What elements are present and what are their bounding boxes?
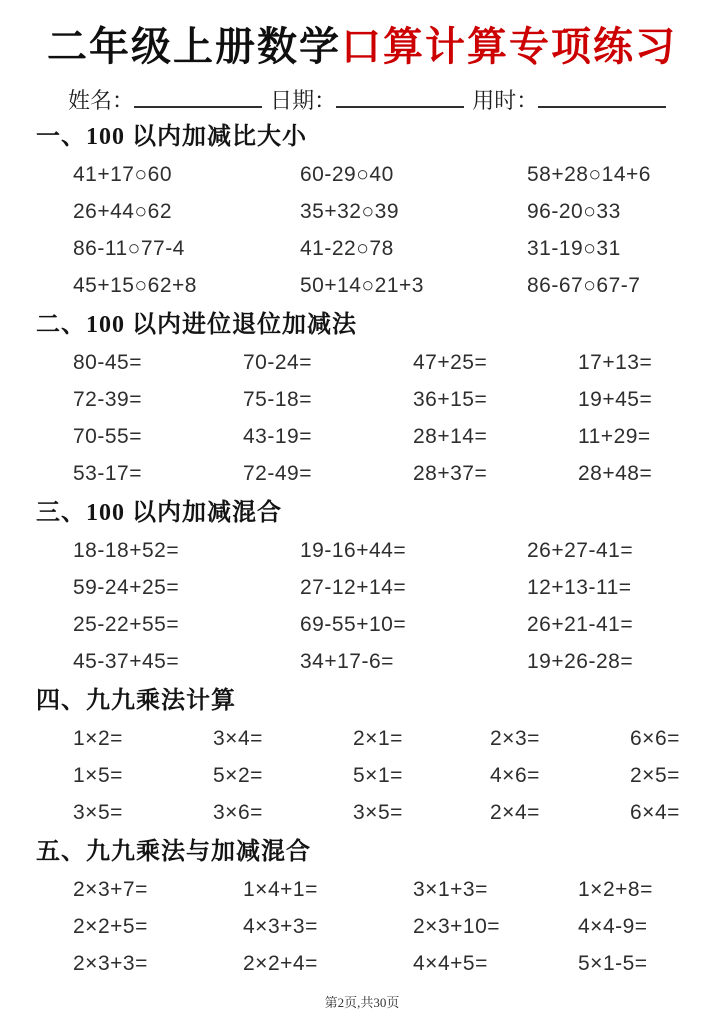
section-mult-addsub-mixed (36, 837, 688, 982)
problem: 2×3+7= (73, 877, 148, 901)
problem: 34+17-6= (300, 649, 394, 673)
section-multiplication (36, 686, 688, 831)
problem: 12+13-11= (527, 575, 632, 599)
problem: 86-67○67-7 (527, 273, 641, 297)
problem: 80-45= (73, 350, 142, 374)
problem: 18-18+52= (73, 538, 180, 562)
name-field (68, 88, 262, 113)
section-compare-100 (36, 122, 688, 304)
problem: 2×3+3= (73, 951, 148, 975)
problem: 75-18= (243, 387, 312, 411)
problem: 69-55+10= (300, 612, 407, 636)
problem: 45-37+45= (73, 649, 180, 673)
problem: 3×4= (213, 726, 263, 750)
problem: 6×6= (630, 726, 680, 750)
problem: 17+13= (578, 350, 653, 374)
problem: 3×5= (73, 800, 123, 824)
problem: 41+17○60 (73, 162, 173, 186)
section-mult-addsub-mixed-grid (36, 871, 688, 982)
section-mixed-addsub-heading: 三、100 以内加减混合 (36, 500, 282, 526)
name-field-label: 姓名： (68, 88, 135, 113)
problem: 2×2+4= (243, 951, 318, 975)
problem: 86-11○77-4 (73, 236, 185, 260)
time-used-fill-line (538, 86, 666, 108)
problem: 1×2= (73, 726, 123, 750)
problem: 96-20○33 (527, 199, 621, 223)
section-compare-100-heading: 一、100 以内加减比大小 (36, 124, 307, 150)
page-number: 第2页,共30页 (324, 995, 400, 1010)
problem: 53-17= (73, 461, 142, 485)
problem: 2×5= (630, 763, 680, 787)
problem: 2×1= (353, 726, 403, 750)
problem: 26+27-41= (527, 538, 634, 562)
problem: 28+14= (413, 424, 488, 448)
time-used-field (472, 88, 666, 113)
problem: 3×5= (353, 800, 403, 824)
problem: 19+26-28= (527, 649, 634, 673)
section-mult-addsub-mixed-heading: 五、九九乘法与加减混合 (36, 839, 311, 865)
section-carry-borrow-grid (36, 344, 688, 492)
problem: 43-19= (243, 424, 312, 448)
problem: 1×5= (73, 763, 123, 787)
problem: 1×2+8= (578, 877, 653, 901)
header-fields-row (68, 86, 688, 116)
name-fill-line (134, 86, 262, 108)
problem: 47+25= (413, 350, 488, 374)
problem: 58+28○14+6 (527, 162, 651, 186)
problem: 41-22○78 (300, 236, 394, 260)
problem: 70-24= (243, 350, 312, 374)
problem: 2×3+10= (413, 914, 501, 938)
problem: 28+48= (578, 461, 653, 485)
date-field-label: 日期： (270, 88, 337, 113)
problem: 31-19○31 (527, 236, 621, 260)
section-multiplication-grid (36, 720, 688, 831)
section-mixed-addsub-grid (36, 532, 688, 680)
page-title (36, 22, 688, 72)
problem: 26+21-41= (527, 612, 634, 636)
problem: 45+15○62+8 (73, 273, 197, 297)
problem: 50+14○21+3 (300, 273, 424, 297)
problem: 3×6= (213, 800, 263, 824)
problem: 26+44○62 (73, 199, 173, 223)
time-used-field-label: 用时： (472, 88, 539, 113)
date-fill-line (336, 86, 464, 108)
date-field (270, 88, 464, 113)
problem: 28+37= (413, 461, 488, 485)
section-compare-100-grid (36, 156, 688, 304)
problem: 59-24+25= (73, 575, 180, 599)
problem: 2×4= (490, 800, 540, 824)
problem: 60-29○40 (300, 162, 394, 186)
section-carry-borrow-heading: 二、100 以内进位退位加减法 (36, 312, 357, 338)
problem: 5×1= (353, 763, 403, 787)
problem: 4×4+5= (413, 951, 488, 975)
section-carry-borrow (36, 310, 688, 492)
problem: 72-39= (73, 387, 142, 411)
problem: 4×4-9= (578, 914, 648, 938)
problem: 3×1+3= (413, 877, 488, 901)
problem: 2×3= (490, 726, 540, 750)
problem: 1×4+1= (243, 877, 318, 901)
problem: 27-12+14= (300, 575, 407, 599)
problem: 5×2= (213, 763, 263, 787)
problem: 5×1-5= (578, 951, 648, 975)
problem: 2×2+5= (73, 914, 148, 938)
problem: 4×6= (490, 763, 540, 787)
problem: 19-16+44= (300, 538, 407, 562)
problem: 19+45= (578, 387, 653, 411)
section-mixed-addsub (36, 498, 688, 680)
problem: 35+32○39 (300, 199, 400, 223)
section-multiplication-heading: 四、九九乘法计算 (36, 688, 236, 714)
problem: 4×3+3= (243, 914, 318, 938)
problem: 25-22+55= (73, 612, 180, 636)
problem: 11+29= (578, 424, 651, 448)
page-title-red: 口算计算专项练习 (341, 24, 677, 69)
problem: 72-49= (243, 461, 312, 485)
problem: 36+15= (413, 387, 488, 411)
problem: 70-55= (73, 424, 142, 448)
problem: 6×4= (630, 800, 680, 824)
page-title-black: 二年级上册数学 (47, 24, 341, 69)
